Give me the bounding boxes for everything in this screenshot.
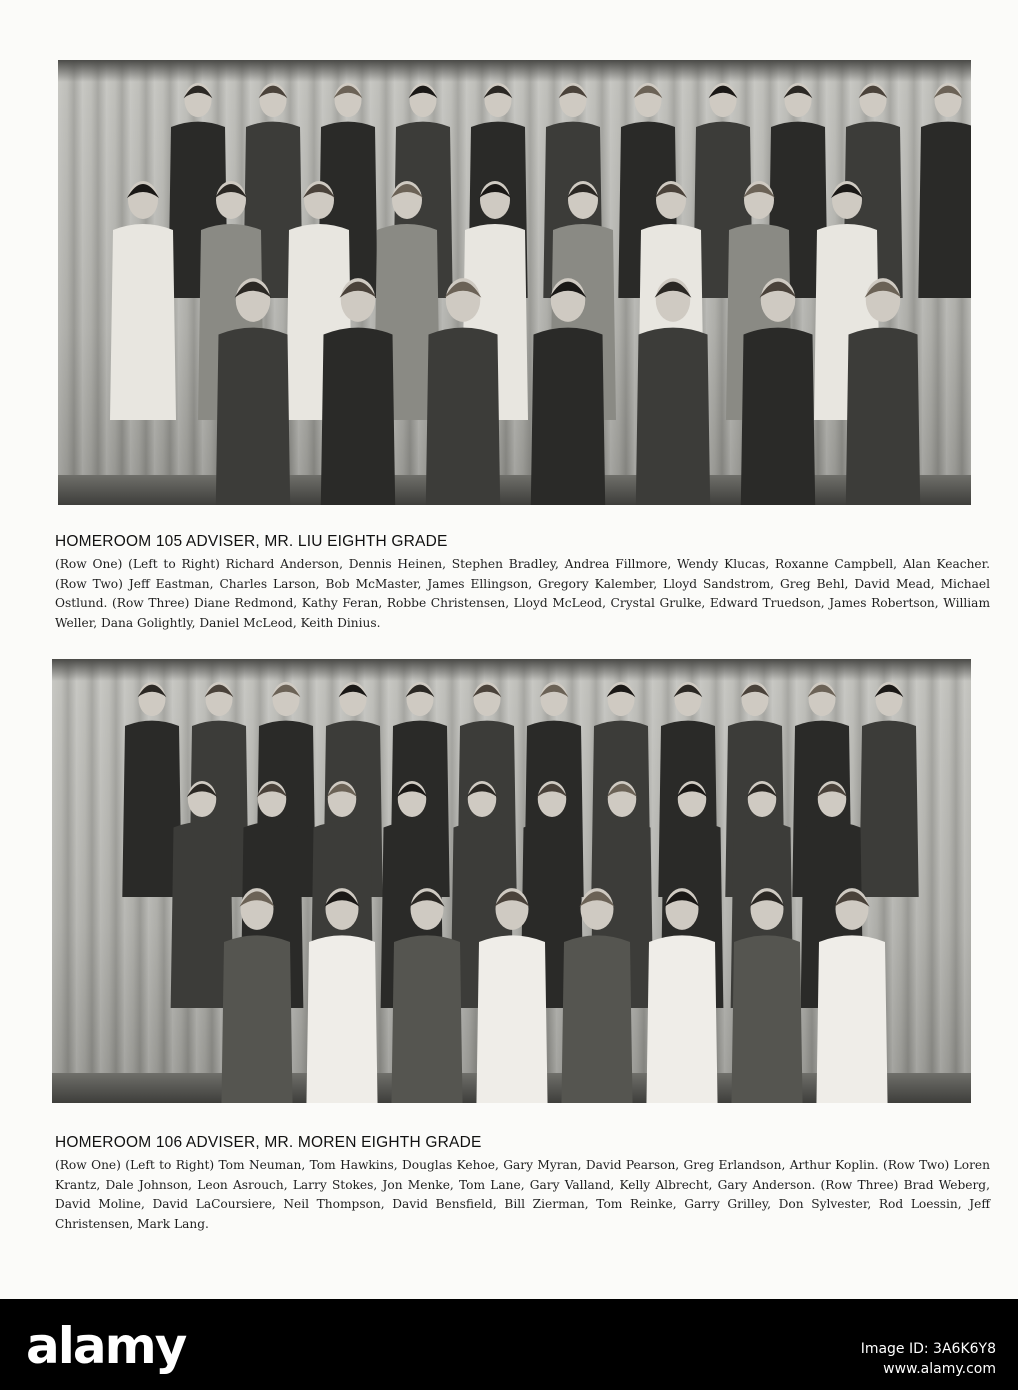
class-photo-figures bbox=[52, 659, 971, 1103]
caption-names: (Row One) (Left to Right) Tom Neuman, Tom Hawkins, Douglas Kehoe, Gary Myran, David Pearson, Greg Erlandson, Arthur Koplin. (Row Two) Loren Krantz, Dale Johnson, Leon Asrouch, Larry Stokes, Jon Menke, Tom Lane, Gary Valland, Kelly Albrecht, Gary Anderson. (Row Three) Brad Weberg, David Moline, David LaCoursiere, Neil Thompson, David Bensfield, Bill Zierman, Tom Reinke, Garry Grilley, Don Sylvester, Rod Loessin, Jeff Christensen, Mark Lang. bbox=[55, 1158, 990, 1231]
caption-names: (Row One) (Left to Right) Richard Anderson, Dennis Heinen, Stephen Bradley, Andrea Fillmore, Wendy Klucas, Roxanne Campbell, Alan Keacher. (Row Two) Jeff Eastman, Charles Larson, Bob McMaster, James Ellingson, Gregory Kalember, Lloyd Sandstrom, Greg Behl, David Mead, Michael Ostlund. (Row Three) Diane Redmond, Kathy Feran, Robbe Christensen, Lloyd McLeod, Crystal Grulke, Edward Truedson, James Robertson, William Weller, Dana Golightly, Daniel McLeod, Keith Dinius. bbox=[55, 557, 990, 630]
homeroom-105-class-photo bbox=[58, 60, 971, 505]
homeroom-105-caption bbox=[55, 533, 990, 633]
image-id: Image ID: 3A6K6Y8 bbox=[860, 1341, 996, 1357]
watermark-footer bbox=[0, 1299, 1018, 1390]
student-figure bbox=[122, 682, 181, 897]
class-photo-figures bbox=[58, 60, 971, 505]
alamy-logo: alamy bbox=[26, 1317, 186, 1375]
homeroom-106-class-photo bbox=[52, 659, 971, 1103]
website: www.alamy.com bbox=[883, 1361, 996, 1377]
student-figure bbox=[918, 83, 971, 298]
student-figure bbox=[859, 682, 918, 897]
image-meta bbox=[861, 1339, 996, 1379]
student-figure bbox=[110, 181, 176, 420]
caption-heading: HOMEROOM 105 ADVISER, MR. LIU EIGHTH GRADE bbox=[55, 533, 448, 550]
homeroom-106-caption bbox=[55, 1134, 990, 1234]
caption-heading: HOMEROOM 106 ADVISER, MR. MOREN EIGHTH GRADE bbox=[55, 1134, 482, 1151]
